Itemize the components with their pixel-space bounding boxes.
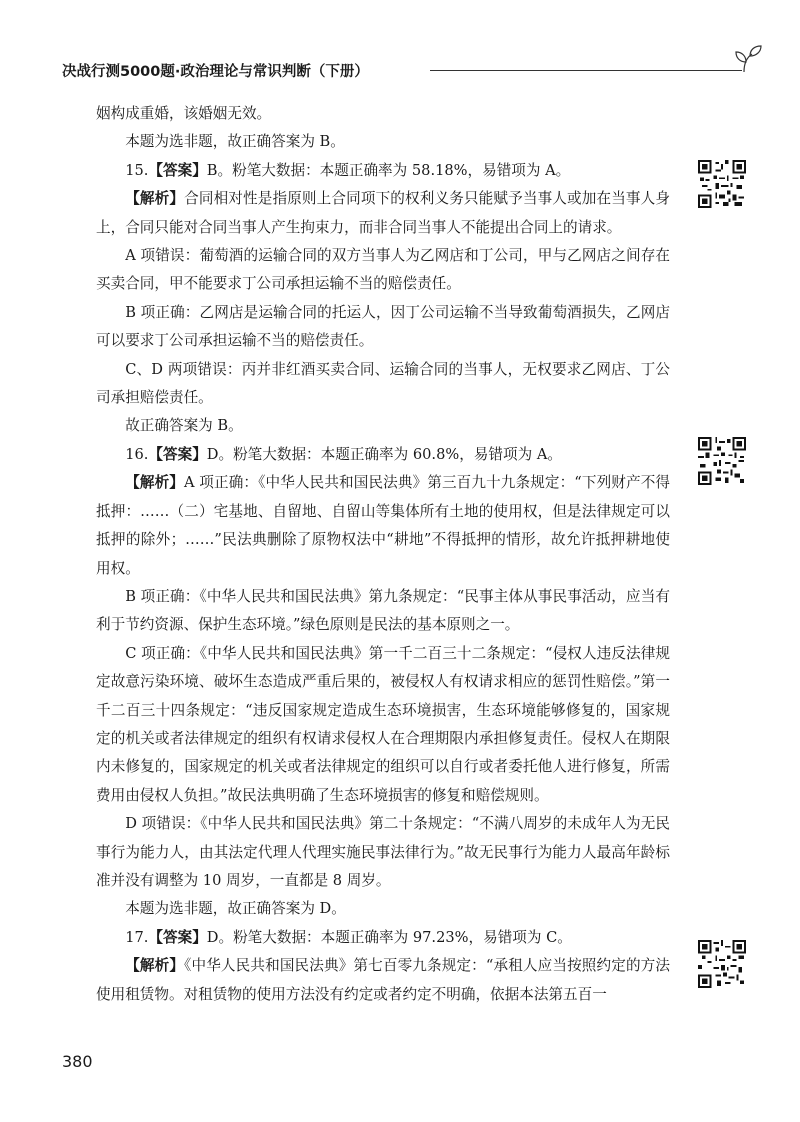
qr-code-icon[interactable] [698,940,746,988]
paragraph: D 项错误：《中华人民共和国民法典》第二十条规定：“不满八周岁的未成年人为无民事行为能力人，由其法定代理人代理实施民事法律行为。”故无民事行为能力人最高年龄标准并没有调整为 10 周岁，一直都是 8 周岁。 [96,815,670,889]
paragraph: 故正确答案为 B。 [125,417,243,435]
analysis-paragraph: 【解析】《中华人民共和国民法典》第七百零九条规定：“承租人应当按照约定的方法使用租赁物。对租赁物的使用方法没有约定或者约定不明确，依据本法第五百一 [96,957,670,1003]
paragraph: 本题为选非题，故正确答案为 B。 [125,133,345,151]
analysis-paragraph: 【解析】A 项正确：《中华人民共和国民法典》第三百九十九条规定：“下列财产不得抵押：……（二）宅基地、自留地、自留山等集体所有土地的使用权，但是法律规定可以抵押的除外；……”民法典删除了原物权法中“耕地”不得抵押的情形，故允许抵押耕地使用权。 [96,474,670,577]
running-header [62,58,762,98]
paragraph: 本题为选非题，故正确答案为 D。 [125,900,346,918]
paragraph: C 项正确：《中华人民共和国民法典》第一千二百三十二条规定：“侵权人违反法律规定故意污染环境、破坏生态造成严重后果的，被侵权人有权请求相应的惩罚性赔偿。”第一千二百三十四条规定：“违反国家规定造成生态环境损害，生态环境能够修复的，国家规定的机关或者法律规定的组织有权请求侵权人在合理期限内承担修复责任。侵权人在期限内未修复的，国家规定的机关或者法律规定的组织可以自行或者委托他人进行修复，所需费用由侵权人负担。”故民法典明确了生态环境损害的修复和赔偿规则。 [96,644,670,804]
paragraph: 姻构成重婚，该婚姻无效。 [96,105,272,122]
qr-code-icon[interactable] [698,437,746,485]
paragraph: C、D 两项错误：丙并非红酒买卖合同、运输合同的当事人，无权要求乙网店、丁公司承担赔偿责任。 [96,360,670,407]
page-number: 380 [62,1052,93,1071]
answer-line-16: 16.【答案】D。粉笔大数据：本题正确率为 60.8%，易错项为 A。 [125,445,562,463]
sprout-icon [734,42,764,74]
paragraph: B 项正确：《中华人民共和国民法典》第九条规定：“民事主体从事民事活动，应当有利于节约资源、保护生态环境。”绿色原则是民法的基本原则之一。 [96,587,670,634]
paragraph: A 项错误：葡萄酒的运输合同的双方当事人为乙网店和丁公司，甲与乙网店之间存在买卖合同，甲不能要求丁公司承担运输不当的赔偿责任。 [96,247,670,293]
analysis-paragraph: 【解析】合同相对性是指原则上合同项下的权利义务只能赋予当事人或加在当事人身上，合同只能对合同当事人产生拘束力，而非合同当事人不能提出合同上的请求。 [96,190,670,236]
paragraph: B 项正确：乙网店是运输合同的托运人，因丁公司运输不当导致葡萄酒损失，乙网店可以要求丁公司承担运输不当的赔偿责任。 [96,303,670,350]
header-title: 决战行测5000题·政治理论与常识判断（下册） [62,64,369,80]
answer-explanations [96,100,670,1009]
answer-line-15: 15.【答案】B。粉笔大数据：本题正确率为 58.18%，易错项为 A。 [125,161,571,179]
answer-line-17: 17.【答案】D。粉笔大数据：本题正确率为 97.23%，易错项为 C。 [125,928,572,946]
qr-code-icon[interactable] [698,160,746,208]
header-rule [430,70,742,71]
